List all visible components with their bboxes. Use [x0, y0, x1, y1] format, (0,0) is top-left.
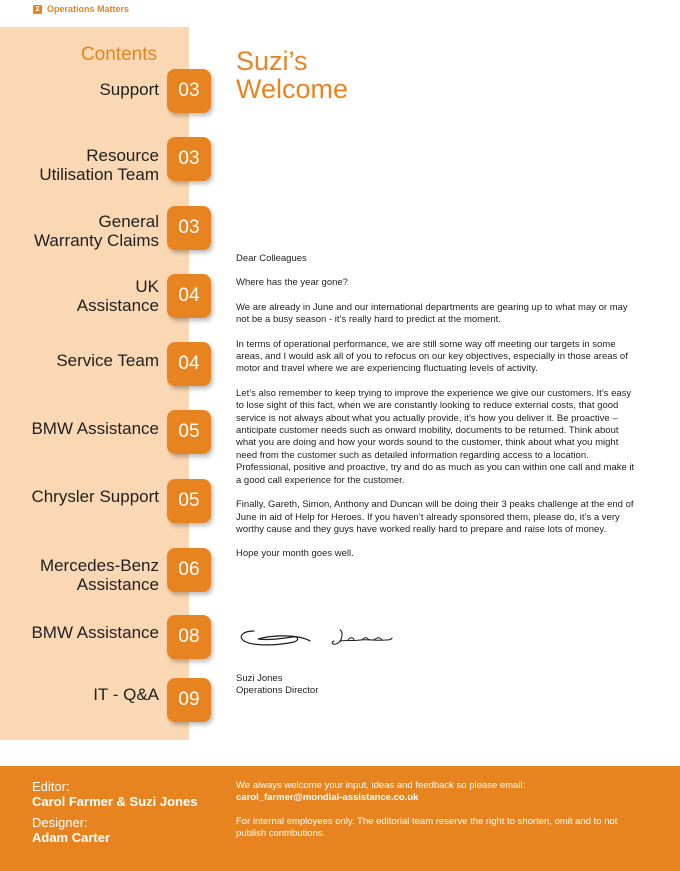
toc-page-number: 09 — [167, 678, 211, 722]
letter-paragraph: In terms of operational performance, we are still some way off meeting our targets in some areas, and I would ask all of you to refocus on our key objectives, especially in those areas of motor and travel where we are experiencing fluctuating levels of activity. — [236, 338, 628, 375]
toc-label: Resource Utilisation Team — [39, 146, 159, 184]
letter-paragraph: Let’s also remember to keep trying to improve the experience we give our customers. It’s easy to lose sight of this fact, when we are constantly looking to reduce external costs, that good service is not always about what you actually provide, it’s how you deliver it. Be proactive – anticipate customer needs such as onward mobility, documents to be returned. Think about what you are doing and how your words sound to the customer, think about what you might need from the customer such as detailed information regarding access to a location. Professional, positive and proactive, try and do as much as you can within one call and make it a good call experience for the customer. — [236, 387, 635, 486]
toc-page-number: 05 — [167, 479, 211, 523]
letter-greeting: Dear Colleagues — [236, 253, 307, 264]
designer-name: Adam Carter — [32, 830, 111, 845]
footer — [0, 766, 680, 871]
toc-label: Support — [99, 80, 159, 99]
disclaimer-text: For internal employees only. The editorial team reserve the right to shorten, omit and to not publish contributions. — [236, 816, 618, 839]
letter-paragraph: We are already in June and our international departments are gearing up to what may or may not be a busy season - it’s really hard to predict at the moment. — [236, 301, 628, 326]
toc-label: BMW Assistance — [31, 419, 159, 438]
signoff-name: Suzi Jones — [236, 673, 283, 684]
feedback-email-link[interactable]: carol_farmer@mondial-assistance.co.uk — [236, 792, 419, 803]
toc-page-number: 03 — [167, 137, 211, 181]
letter-paragraph: Hope your month goes well. — [236, 548, 354, 560]
toc-page-number: 08 — [167, 615, 211, 659]
toc-page-number: 03 — [167, 69, 211, 113]
letter-paragraph: Where has the year gone? — [236, 277, 348, 289]
letter-paragraph: Finally, Gareth, Simon, Anthony and Duncan will be doing their 3 peaks challenge at the end of June in aid of Help for Heroes. If you haven’t already sponsored them, please do, it’s a very worthy cause and they guys have worked really hard to prepare and raise lots of money. — [236, 499, 634, 535]
toc-label: General Warranty Claims — [34, 212, 159, 250]
toc-page-number: 06 — [167, 548, 211, 592]
page-number-badge: 2 — [33, 5, 42, 14]
toc-label: Service Team — [56, 351, 159, 370]
toc-label: Chrysler Support — [31, 487, 159, 506]
signoff-title: Operations Director — [236, 685, 319, 697]
toc-page-number: 04 — [167, 274, 211, 318]
feedback-text: We always welcome your input, ideas and feedback so please email: — [236, 780, 526, 791]
designer-label: Designer: — [32, 815, 88, 830]
welcome-title: Suzi’s Welcome — [236, 46, 349, 104]
signature-image — [236, 622, 396, 652]
toc-label: IT - Q&A — [93, 685, 159, 704]
letter-body — [236, 253, 640, 573]
toc-page-number: 03 — [167, 206, 211, 250]
feedback-block — [236, 780, 636, 840]
toc-label: UK Assistance — [76, 277, 159, 315]
editor-names: Carol Farmer & Suzi Jones — [32, 794, 198, 809]
contents-title: Contents — [80, 44, 157, 65]
toc-page-number: 05 — [167, 410, 211, 454]
credits — [32, 779, 197, 851]
publication-title: Operations Matters — [47, 4, 130, 14]
toc-page-number: 04 — [167, 342, 211, 386]
signoff-block — [236, 673, 318, 698]
editor-label: Editor: — [32, 779, 70, 794]
toc-label: BMW Assistance — [31, 623, 159, 642]
toc-label: Mercedes-Benz Assistance — [39, 556, 159, 594]
page-header — [0, 0, 680, 20]
